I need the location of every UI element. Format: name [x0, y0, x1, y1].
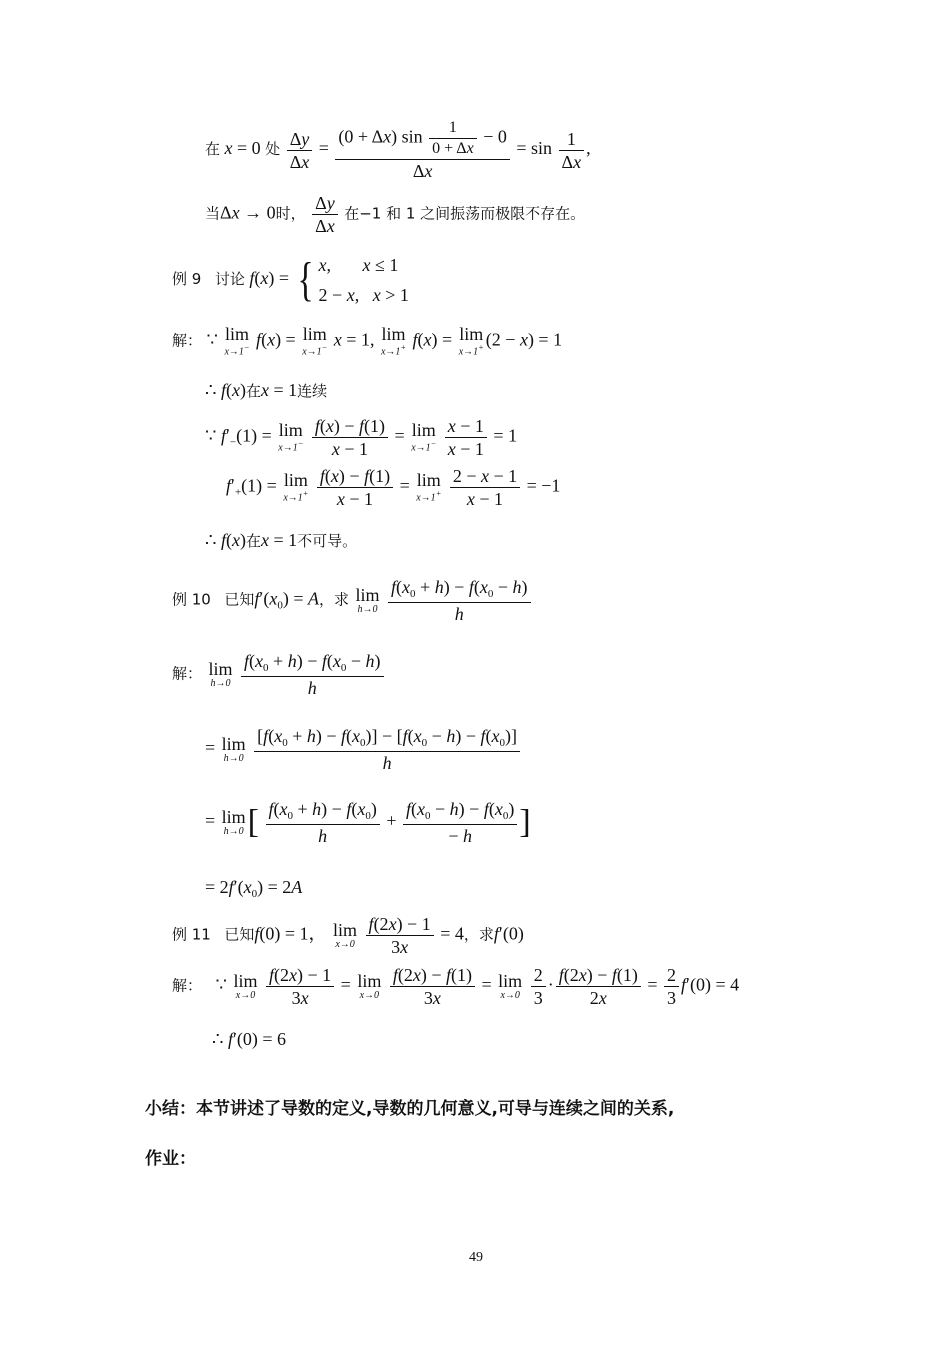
text-oscillation: 在−1 和 1 之间振荡而极限不存在。	[344, 204, 586, 223]
frac-one-dx: $\frac{1}{\Delta x}$	[559, 130, 585, 171]
example10-label: 例 10	[172, 590, 211, 609]
example10-step1: 解： lim h→0 $\frac{f(x_0 + h) - f(x_0 - h)}{h}$	[172, 652, 386, 697]
homework-label: 作业：	[145, 1149, 196, 1169]
piecewise-cases: x, x ≤ 1 2 − x, x > 1	[318, 255, 409, 305]
page-number: 49	[469, 1250, 483, 1265]
homework-line	[145, 1144, 196, 1169]
example11-header: 例 11 已知f(0) = 1， lim x→0 $\frac{f(2x) - 1}{3x}$ = 4，求f′(0)	[172, 914, 524, 957]
summary-text: 本节讲述了导数的定义,导数的几何意义,可导与连续之间的关系,	[196, 1099, 675, 1119]
example10-result: = $2f'(x_0) = 2A$	[205, 877, 303, 900]
summary-label: 小结：	[145, 1099, 196, 1119]
right-derivative: $f'_+(1)$ = lim x→1+ $\frac{f(x) - f(1)}{x - 1}$ = lim x→1+ $\frac{2 - x - 1}{x - 1}$ = −1	[226, 466, 561, 509]
example11-given: 已知	[224, 925, 255, 944]
left-derivative: ∵ $f'_-(1)$ = lim x→1− $\frac{f(x) - f(1)}{x - 1}$ = lim x→1− $\frac{x - 1}{x - 1}$ = 1	[205, 416, 518, 459]
example9-conclusion: ∴ f(x)在x = 1不可导。	[205, 530, 358, 550]
solution-label-10: 解：	[172, 664, 203, 683]
example9-continuous: ∴ f(x)在x = 1连续	[205, 380, 328, 400]
example10-find: ，求	[318, 590, 349, 609]
text-chu: 处	[265, 140, 281, 159]
solution-label-9: 解：	[172, 331, 203, 350]
text-dang: 当	[205, 204, 221, 223]
example9-header: 例 9 讨论 f(x) = { x, x ≤ 1 2 − x, x > 1	[172, 250, 409, 310]
frac-big-expression: (0 + Δx) sin $\frac{1}{0 + \Delta x}$ − 0 Δx	[335, 120, 509, 180]
text-shi: 时，	[275, 204, 306, 223]
frac-dy-dx: $\frac{\Delta y}{\Delta x}$	[287, 130, 313, 171]
example9-limits: 解： ∵ lim x→1− f(x) = lim x→1− x = 1, lim x→1+ f(x) = lim x→1+ (2 − x) = 1	[172, 324, 563, 358]
oscillation-line: 当Δx → 0时， $\frac{\Delta y}{\Delta x}$ 在−1 和 1 之间振荡而极限不存在。	[205, 193, 586, 236]
text-not-differentiable: 不可导。	[297, 532, 358, 550]
example9-prompt: 讨论	[214, 270, 245, 289]
example11-label: 例 11	[172, 925, 211, 944]
text-continuous: 连续	[297, 382, 328, 400]
example9-label: 例 9	[172, 270, 202, 289]
summary-line	[145, 1094, 674, 1119]
delta-quotient-line: 在 x = 0 处 $\frac{\Delta y}{\Delta x}$ = (0 + Δx) sin $\frac{1}{0 + \Delta x}$ − 0 Δx = sin $\frac{1}{\Delta x}$ ,	[205, 119, 591, 181]
example11-find: ，求	[463, 925, 494, 944]
example11-result: ∴ f′(0) = 6	[212, 1029, 287, 1049]
text-zai-2: 在	[245, 382, 261, 400]
example10-step2: = lim h→0 $\frac{[f(x_0 + h) - f(x_0)] - [f(x_0 - h) - f(x_0)]}{h}$	[205, 727, 522, 772]
text-zai: 在	[205, 140, 221, 159]
example10-given: 已知	[224, 590, 255, 609]
text-zai-3: 在	[245, 532, 261, 550]
example10-header: 例 10 已知$f'(x_0) = A$，求 lim h→0 $\frac{f(x_0 + h) - f(x_0 - h)}{h}$	[172, 578, 533, 623]
example11-solution: 解： ∵ lim x→0 $\frac{f(2x) - 1}{3x}$ = lim x→0 $\frac{f(2x) - f(1)}{3x}$ = lim x→0 $\frac{2}{3}$ · $\frac{f(2x) - f(1)}{2x}$ = $\frac{2}{3}$ f′(0) = 4	[172, 965, 740, 1008]
solution-label-11: 解：	[172, 976, 203, 995]
example10-step3: = lim h→0 [ $\frac{f(x_0 + h) - f(x_0)}{h}$ + $\frac{f(x_0 - h) - f(x_0)}{- h}$ ]	[205, 799, 531, 846]
frac-dy-dx-2: $\frac{\Delta y}{\Delta x}$	[312, 194, 338, 235]
